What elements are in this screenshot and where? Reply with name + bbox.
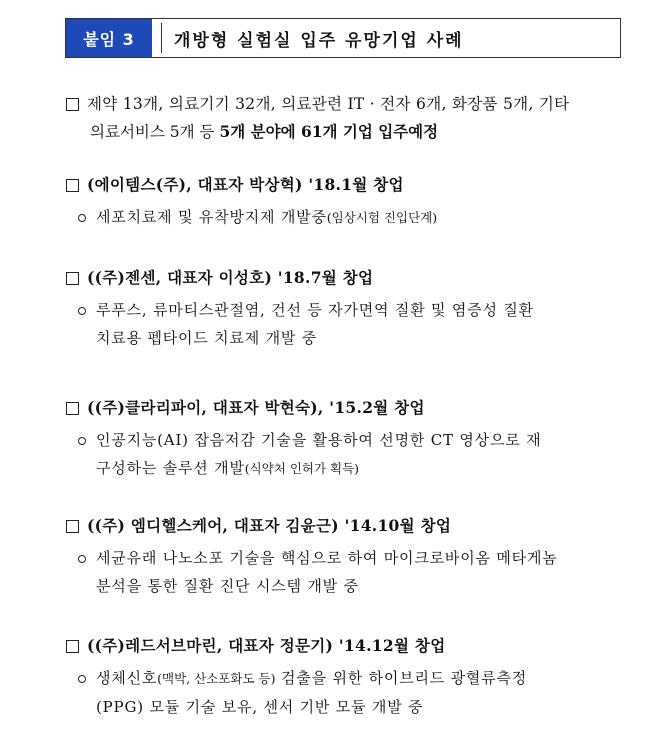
bullet-circle-icon [78,555,86,563]
checkbox-icon [66,520,79,533]
checkbox-icon [66,640,79,653]
intro-summary-bold: 5개 분야에 61개 기업 입주예정 [219,122,439,141]
company-detail-line-2: 구성하는 솔루션 개발(식약처 인허가 획득) [96,459,360,477]
intro-section [66,90,636,146]
company-detail-line-2: (PPG) 모듈 기술 보유, 센서 기반 모듈 개발 중 [96,698,424,716]
company-detail-line-2: 분석을 통한 질환 진단 시스템 개발 중 [96,577,359,595]
company-section-1 [66,171,636,232]
company-heading: ((주)레드서브마린, 대표자 정문기) '14.12월 창업 [87,636,446,655]
attachment-title: 개방형 실험실 입주 유망기업 사례 [161,23,464,53]
company-detail-line-1: 세균유래 나노소포 기술을 핵심으로 하여 마이크로바이옴 메타게놈 [96,549,558,567]
company-section-3 [66,394,636,483]
bullet-circle-icon [78,307,86,315]
company-heading: ((주)클라리파이, 대표자 박현숙), '15.2월 창업 [87,398,425,417]
checkbox-icon [66,402,79,415]
company-detail-line-1: 인공지능(AI) 잡음저감 기술을 활용하여 선명한 CT 영상으로 재 [96,431,542,449]
checkbox-icon [66,272,79,285]
attachment-tag: 붙임 3 [66,19,152,57]
intro-line-1: 제약 13개, 의료기기 32개, 의료관련 IT · 전자 6개, 화장품 5개, 기타 [87,95,570,113]
bullet-circle-icon [78,214,86,222]
company-heading: ((주)젠센, 대표자 이성호) '18.7월 창업 [87,268,374,287]
company-detail-line-1: 루푸스, 류마티스관절염, 건선 등 자가면역 질환 및 염증성 질환 [96,301,534,319]
checkbox-icon [66,179,79,192]
company-heading: (에이템스(주), 대표자 박상혁) '18.1월 창업 [87,175,404,194]
attachment-header [65,18,621,58]
bullet-circle-icon [78,437,86,445]
company-detail: 세포치료제 및 유착방지제 개발중(임상시험 진입단계) [96,208,438,226]
company-section-4 [66,512,636,600]
company-section-2 [66,264,636,352]
company-detail-line-1: 생체신호(맥박, 산소포화도 등) 검출을 위한 하이브리드 광혈류측정 [96,669,528,687]
intro-line-2: 의료서비스 5개 등 5개 분야에 61개 기업 입주예정 [90,122,439,141]
company-detail-line-2: 치료용 펩타이드 치료제 개발 중 [96,329,318,347]
bullet-circle-icon [78,675,86,683]
company-section-5 [66,632,636,721]
checkbox-icon [66,98,79,111]
company-heading: ((주) 엠디헬스케어, 대표자 김윤근) '14.10월 창업 [87,516,452,535]
